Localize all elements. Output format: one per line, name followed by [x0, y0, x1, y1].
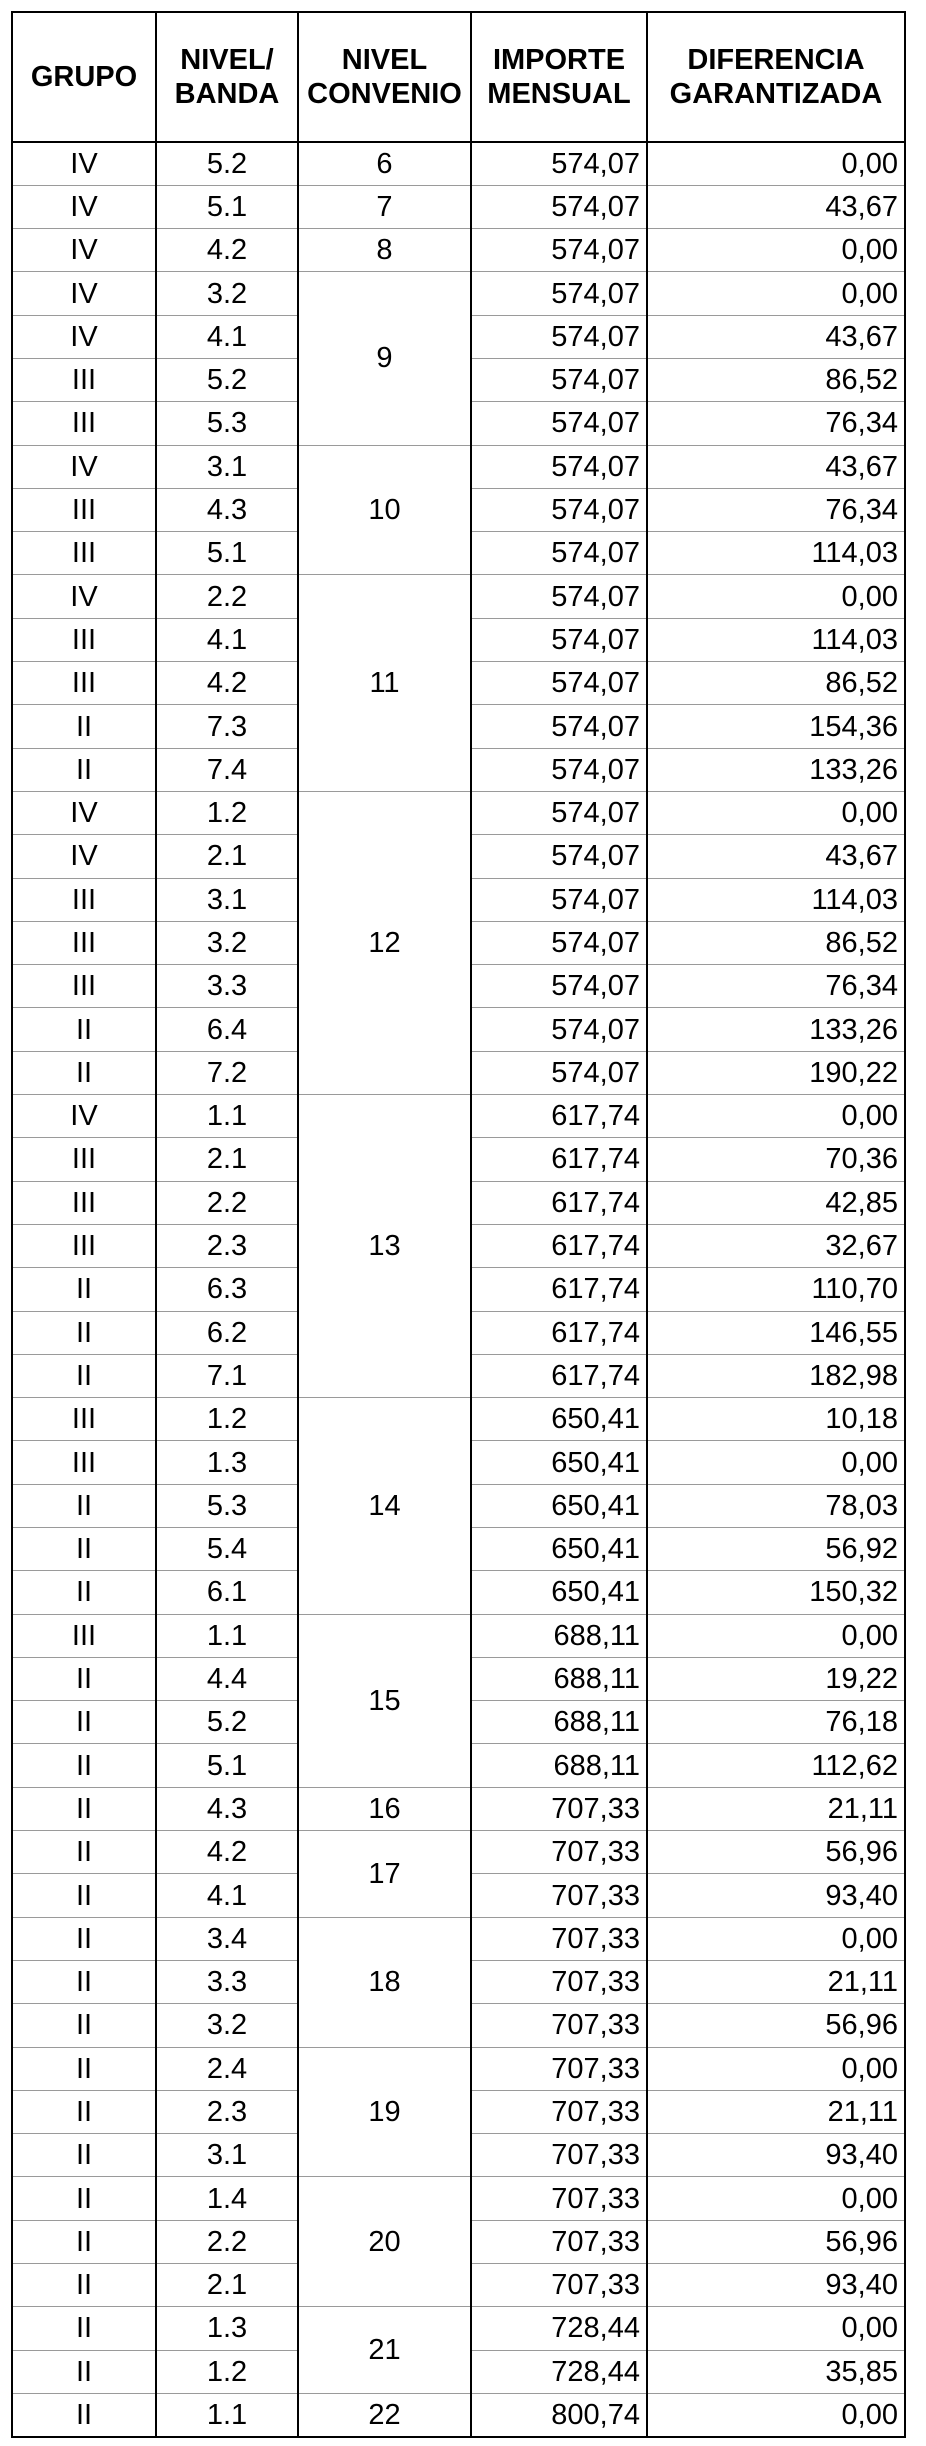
cell-importe-mensual: 728,44: [471, 2350, 647, 2393]
table-row: [12, 575, 905, 618]
cell-nivel-convenio: 7: [298, 185, 471, 228]
cell-nivel-banda: 7.3: [156, 705, 298, 748]
cell-nivel-banda: 1.3: [156, 2307, 298, 2350]
cell-nivel-convenio: 17: [298, 1831, 471, 1918]
cell-grupo: II: [12, 2047, 156, 2090]
cell-importe-mensual: 707,33: [471, 1831, 647, 1874]
cell-grupo: II: [12, 1657, 156, 1700]
cell-diferencia-garantizada: 10,18: [647, 1398, 905, 1441]
table-header: [12, 12, 905, 142]
cell-importe-mensual: 707,33: [471, 2134, 647, 2177]
cell-importe-mensual: 688,11: [471, 1614, 647, 1657]
cell-diferencia-garantizada: 21,11: [647, 1960, 905, 2003]
cell-diferencia-garantizada: 0,00: [647, 229, 905, 272]
table-body: [12, 142, 905, 2437]
cell-diferencia-garantizada: 146,55: [647, 1311, 905, 1354]
cell-nivel-banda: 3.4: [156, 1917, 298, 1960]
cell-grupo: II: [12, 2220, 156, 2263]
table-row: [12, 142, 905, 185]
cell-nivel-convenio: 13: [298, 1095, 471, 1398]
cell-nivel-banda: 3.2: [156, 272, 298, 315]
cell-grupo: II: [12, 1787, 156, 1830]
cell-diferencia-garantizada: 0,00: [647, 272, 905, 315]
cell-nivel-banda: 4.1: [156, 315, 298, 358]
cell-diferencia-garantizada: 43,67: [647, 185, 905, 228]
cell-diferencia-garantizada: 56,92: [647, 1528, 905, 1571]
cell-importe-mensual: 707,33: [471, 1874, 647, 1917]
cell-nivel-convenio: 21: [298, 2307, 471, 2394]
cell-diferencia-garantizada: 93,40: [647, 1874, 905, 1917]
cell-grupo: III: [12, 878, 156, 921]
cell-importe-mensual: 707,33: [471, 2264, 647, 2307]
cell-importe-mensual: 707,33: [471, 1787, 647, 1830]
cell-importe-mensual: 574,07: [471, 965, 647, 1008]
cell-grupo: III: [12, 965, 156, 1008]
table-row: [12, 272, 905, 315]
cell-diferencia-garantizada: 0,00: [647, 1095, 905, 1138]
cell-importe-mensual: 574,07: [471, 791, 647, 834]
cell-diferencia-garantizada: 0,00: [647, 2177, 905, 2220]
cell-importe-mensual: 800,74: [471, 2393, 647, 2436]
cell-nivel-banda: 2.4: [156, 2047, 298, 2090]
cell-grupo: II: [12, 705, 156, 748]
cell-importe-mensual: 688,11: [471, 1701, 647, 1744]
cell-nivel-banda: 5.1: [156, 185, 298, 228]
cell-grupo: III: [12, 662, 156, 705]
cell-nivel-banda: 3.3: [156, 965, 298, 1008]
cell-importe-mensual: 574,07: [471, 748, 647, 791]
cell-diferencia-garantizada: 93,40: [647, 2264, 905, 2307]
cell-diferencia-garantizada: 76,34: [647, 965, 905, 1008]
cell-nivel-convenio: 12: [298, 791, 471, 1094]
cell-diferencia-garantizada: 154,36: [647, 705, 905, 748]
cell-nivel-banda: 1.2: [156, 2350, 298, 2393]
cell-importe-mensual: 688,11: [471, 1657, 647, 1700]
cell-nivel-convenio: 10: [298, 445, 471, 575]
cell-importe-mensual: 574,07: [471, 921, 647, 964]
cell-diferencia-garantizada: 86,52: [647, 662, 905, 705]
cell-grupo: III: [12, 618, 156, 661]
cell-nivel-banda: 7.4: [156, 748, 298, 791]
cell-nivel-banda: 2.2: [156, 575, 298, 618]
cell-grupo: II: [12, 1051, 156, 1094]
table-row: [12, 2047, 905, 2090]
cell-nivel-convenio: 8: [298, 229, 471, 272]
cell-nivel-banda: 5.3: [156, 1484, 298, 1527]
cell-diferencia-garantizada: 70,36: [647, 1138, 905, 1181]
cell-nivel-banda: 3.1: [156, 2134, 298, 2177]
cell-grupo: III: [12, 488, 156, 531]
cell-nivel-banda: 2.1: [156, 1138, 298, 1181]
cell-grupo: II: [12, 1354, 156, 1397]
cell-nivel-banda: 3.2: [156, 921, 298, 964]
cell-importe-mensual: 617,74: [471, 1354, 647, 1397]
cell-diferencia-garantizada: 0,00: [647, 791, 905, 834]
cell-nivel-banda: 7.2: [156, 1051, 298, 1094]
cell-importe-mensual: 688,11: [471, 1744, 647, 1787]
cell-grupo: IV: [12, 835, 156, 878]
cell-nivel-banda: 5.1: [156, 532, 298, 575]
cell-importe-mensual: 617,74: [471, 1095, 647, 1138]
cell-grupo: II: [12, 1874, 156, 1917]
cell-grupo: II: [12, 1701, 156, 1744]
cell-nivel-banda: 2.3: [156, 1224, 298, 1267]
cell-importe-mensual: 617,74: [471, 1138, 647, 1181]
cell-diferencia-garantizada: 86,52: [647, 358, 905, 401]
cell-nivel-banda: 3.1: [156, 445, 298, 488]
cell-grupo: IV: [12, 575, 156, 618]
cell-grupo: III: [12, 1138, 156, 1181]
cell-diferencia-garantizada: 32,67: [647, 1224, 905, 1267]
cell-grupo: IV: [12, 185, 156, 228]
cell-nivel-banda: 4.2: [156, 662, 298, 705]
cell-grupo: II: [12, 2134, 156, 2177]
cell-importe-mensual: 574,07: [471, 445, 647, 488]
cell-importe-mensual: 574,07: [471, 1008, 647, 1051]
cell-importe-mensual: 574,07: [471, 402, 647, 445]
table-row: [12, 1614, 905, 1657]
cell-grupo: II: [12, 1571, 156, 1614]
header-diferencia-garantizada: DIFERENCIA GARANTIZADA: [647, 12, 905, 142]
cell-nivel-banda: 6.2: [156, 1311, 298, 1354]
cell-diferencia-garantizada: 0,00: [647, 142, 905, 185]
table-row: [12, 2307, 905, 2350]
cell-grupo: II: [12, 2177, 156, 2220]
cell-grupo: II: [12, 1528, 156, 1571]
cell-nivel-banda: 6.4: [156, 1008, 298, 1051]
cell-importe-mensual: 617,74: [471, 1311, 647, 1354]
cell-diferencia-garantizada: 0,00: [647, 575, 905, 618]
cell-nivel-banda: 2.1: [156, 835, 298, 878]
cell-grupo: III: [12, 1441, 156, 1484]
cell-grupo: IV: [12, 315, 156, 358]
cell-nivel-banda: 1.1: [156, 2393, 298, 2436]
header-importe-mensual: IMPORTE MENSUAL: [471, 12, 647, 142]
table-row: [12, 185, 905, 228]
cell-nivel-banda: 7.1: [156, 1354, 298, 1397]
cell-nivel-banda: 1.4: [156, 2177, 298, 2220]
cell-importe-mensual: 650,41: [471, 1484, 647, 1527]
cell-grupo: III: [12, 1181, 156, 1224]
table-row: [12, 1831, 905, 1874]
cell-grupo: II: [12, 1917, 156, 1960]
cell-diferencia-garantizada: 0,00: [647, 1441, 905, 1484]
table-row: [12, 445, 905, 488]
cell-grupo: II: [12, 1960, 156, 2003]
cell-diferencia-garantizada: 76,34: [647, 488, 905, 531]
cell-importe-mensual: 574,07: [471, 229, 647, 272]
cell-diferencia-garantizada: 78,03: [647, 1484, 905, 1527]
cell-importe-mensual: 707,33: [471, 1917, 647, 1960]
table-row: [12, 2177, 905, 2220]
table-row: [12, 1917, 905, 1960]
cell-diferencia-garantizada: 110,70: [647, 1268, 905, 1311]
cell-nivel-convenio: 19: [298, 2047, 471, 2177]
cell-grupo: III: [12, 402, 156, 445]
cell-importe-mensual: 707,33: [471, 2220, 647, 2263]
cell-importe-mensual: 728,44: [471, 2307, 647, 2350]
cell-importe-mensual: 617,74: [471, 1181, 647, 1224]
cell-nivel-banda: 3.3: [156, 1960, 298, 2003]
cell-importe-mensual: 617,74: [471, 1268, 647, 1311]
cell-nivel-banda: 1.1: [156, 1095, 298, 1138]
cell-grupo: II: [12, 2307, 156, 2350]
cell-grupo: III: [12, 921, 156, 964]
cell-importe-mensual: 574,07: [471, 705, 647, 748]
cell-diferencia-garantizada: 76,18: [647, 1701, 905, 1744]
cell-nivel-banda: 5.2: [156, 358, 298, 401]
cell-importe-mensual: 574,07: [471, 315, 647, 358]
cell-grupo: III: [12, 358, 156, 401]
cell-diferencia-garantizada: 114,03: [647, 878, 905, 921]
cell-diferencia-garantizada: 86,52: [647, 921, 905, 964]
cell-grupo: II: [12, 1311, 156, 1354]
cell-diferencia-garantizada: 190,22: [647, 1051, 905, 1094]
cell-grupo: II: [12, 2264, 156, 2307]
cell-nivel-convenio: 18: [298, 1917, 471, 2047]
cell-nivel-convenio: 15: [298, 1614, 471, 1787]
cell-importe-mensual: 574,07: [471, 488, 647, 531]
cell-diferencia-garantizada: 19,22: [647, 1657, 905, 1700]
cell-diferencia-garantizada: 0,00: [647, 2393, 905, 2436]
cell-grupo: IV: [12, 272, 156, 315]
cell-nivel-banda: 3.1: [156, 878, 298, 921]
cell-nivel-convenio: 9: [298, 272, 471, 445]
cell-grupo: IV: [12, 445, 156, 488]
cell-grupo: IV: [12, 791, 156, 834]
cell-diferencia-garantizada: 0,00: [647, 1614, 905, 1657]
cell-nivel-banda: 1.2: [156, 791, 298, 834]
cell-importe-mensual: 574,07: [471, 1051, 647, 1094]
cell-diferencia-garantizada: 150,32: [647, 1571, 905, 1614]
cell-grupo: II: [12, 1744, 156, 1787]
cell-diferencia-garantizada: 93,40: [647, 2134, 905, 2177]
cell-nivel-banda: 4.4: [156, 1657, 298, 1700]
cell-grupo: II: [12, 748, 156, 791]
cell-grupo: II: [12, 1831, 156, 1874]
cell-diferencia-garantizada: 56,96: [647, 2004, 905, 2047]
cell-importe-mensual: 574,07: [471, 878, 647, 921]
cell-grupo: IV: [12, 1095, 156, 1138]
cell-diferencia-garantizada: 43,67: [647, 315, 905, 358]
cell-nivel-banda: 4.2: [156, 229, 298, 272]
cell-diferencia-garantizada: 0,00: [647, 2307, 905, 2350]
cell-nivel-banda: 4.1: [156, 618, 298, 661]
cell-grupo: II: [12, 2004, 156, 2047]
cell-grupo: II: [12, 2350, 156, 2393]
cell-diferencia-garantizada: 112,62: [647, 1744, 905, 1787]
cell-diferencia-garantizada: 133,26: [647, 748, 905, 791]
cell-nivel-convenio: 11: [298, 575, 471, 791]
header-nivel-banda: NIVEL/ BANDA: [156, 12, 298, 142]
cell-nivel-banda: 1.2: [156, 1398, 298, 1441]
salary-table: [11, 11, 906, 2438]
cell-nivel-banda: 1.1: [156, 1614, 298, 1657]
cell-nivel-convenio: 6: [298, 142, 471, 185]
table-row: [12, 1095, 905, 1138]
cell-nivel-convenio: 16: [298, 1787, 471, 1830]
cell-diferencia-garantizada: 56,96: [647, 1831, 905, 1874]
cell-nivel-banda: 3.2: [156, 2004, 298, 2047]
cell-importe-mensual: 707,33: [471, 2004, 647, 2047]
cell-diferencia-garantizada: 21,11: [647, 1787, 905, 1830]
cell-diferencia-garantizada: 42,85: [647, 1181, 905, 1224]
table-row: [12, 229, 905, 272]
cell-grupo: III: [12, 1224, 156, 1267]
cell-grupo: II: [12, 2090, 156, 2133]
cell-importe-mensual: 707,33: [471, 2177, 647, 2220]
table-row: [12, 1398, 905, 1441]
cell-diferencia-garantizada: 43,67: [647, 445, 905, 488]
cell-nivel-banda: 2.2: [156, 1181, 298, 1224]
cell-importe-mensual: 650,41: [471, 1571, 647, 1614]
cell-diferencia-garantizada: 114,03: [647, 618, 905, 661]
cell-importe-mensual: 650,41: [471, 1528, 647, 1571]
cell-importe-mensual: 617,74: [471, 1224, 647, 1267]
cell-nivel-banda: 4.3: [156, 1787, 298, 1830]
cell-nivel-banda: 6.1: [156, 1571, 298, 1614]
cell-importe-mensual: 650,41: [471, 1441, 647, 1484]
cell-nivel-banda: 5.2: [156, 142, 298, 185]
cell-diferencia-garantizada: 43,67: [647, 835, 905, 878]
cell-diferencia-garantizada: 56,96: [647, 2220, 905, 2263]
cell-diferencia-garantizada: 35,85: [647, 2350, 905, 2393]
cell-grupo: IV: [12, 142, 156, 185]
cell-nivel-banda: 2.3: [156, 2090, 298, 2133]
cell-importe-mensual: 574,07: [471, 575, 647, 618]
cell-importe-mensual: 574,07: [471, 272, 647, 315]
cell-nivel-banda: 5.2: [156, 1701, 298, 1744]
cell-nivel-convenio: 20: [298, 2177, 471, 2307]
cell-diferencia-garantizada: 76,34: [647, 402, 905, 445]
table-row: [12, 791, 905, 834]
cell-nivel-banda: 4.1: [156, 1874, 298, 1917]
cell-importe-mensual: 707,33: [471, 1960, 647, 2003]
cell-importe-mensual: 574,07: [471, 662, 647, 705]
cell-nivel-banda: 4.3: [156, 488, 298, 531]
cell-grupo: III: [12, 1398, 156, 1441]
header-grupo: GRUPO: [12, 12, 156, 142]
cell-importe-mensual: 574,07: [471, 142, 647, 185]
cell-grupo: II: [12, 1484, 156, 1527]
cell-nivel-banda: 5.1: [156, 1744, 298, 1787]
cell-nivel-banda: 5.4: [156, 1528, 298, 1571]
cell-diferencia-garantizada: 114,03: [647, 532, 905, 575]
cell-grupo: II: [12, 1008, 156, 1051]
cell-importe-mensual: 574,07: [471, 835, 647, 878]
cell-diferencia-garantizada: 182,98: [647, 1354, 905, 1397]
cell-importe-mensual: 574,07: [471, 185, 647, 228]
cell-importe-mensual: 574,07: [471, 618, 647, 661]
salary-table-sheet: [11, 11, 906, 2438]
cell-importe-mensual: 707,33: [471, 2047, 647, 2090]
cell-diferencia-garantizada: 0,00: [647, 1917, 905, 1960]
cell-nivel-convenio: 22: [298, 2393, 471, 2436]
cell-nivel-banda: 1.3: [156, 1441, 298, 1484]
cell-grupo: II: [12, 2393, 156, 2436]
header-nivel-convenio: NIVEL CONVENIO: [298, 12, 471, 142]
cell-importe-mensual: 650,41: [471, 1398, 647, 1441]
cell-grupo: III: [12, 1614, 156, 1657]
cell-nivel-banda: 2.2: [156, 2220, 298, 2263]
cell-diferencia-garantizada: 21,11: [647, 2090, 905, 2133]
table-row: [12, 2393, 905, 2436]
cell-nivel-banda: 2.1: [156, 2264, 298, 2307]
table-row: [12, 1787, 905, 1830]
cell-grupo: II: [12, 1268, 156, 1311]
cell-grupo: IV: [12, 229, 156, 272]
cell-diferencia-garantizada: 0,00: [647, 2047, 905, 2090]
cell-nivel-banda: 6.3: [156, 1268, 298, 1311]
cell-importe-mensual: 574,07: [471, 358, 647, 401]
cell-grupo: III: [12, 532, 156, 575]
cell-importe-mensual: 707,33: [471, 2090, 647, 2133]
cell-nivel-banda: 5.3: [156, 402, 298, 445]
cell-nivel-banda: 4.2: [156, 1831, 298, 1874]
cell-diferencia-garantizada: 133,26: [647, 1008, 905, 1051]
cell-importe-mensual: 574,07: [471, 532, 647, 575]
cell-nivel-convenio: 14: [298, 1398, 471, 1614]
